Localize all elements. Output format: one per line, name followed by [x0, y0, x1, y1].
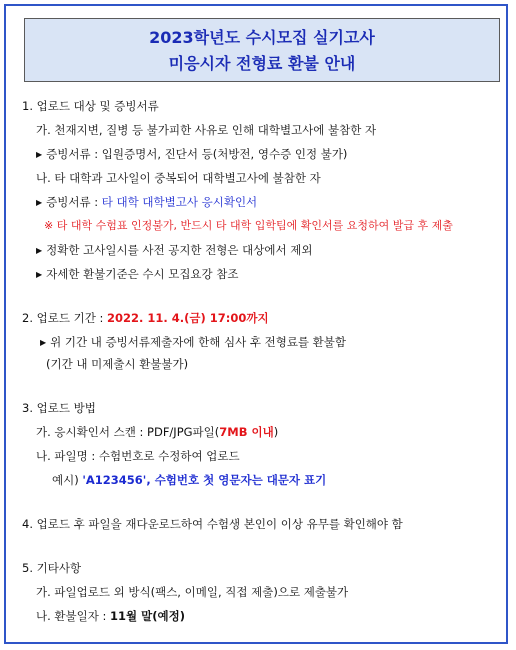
section1-bullet-1	[36, 242, 313, 260]
section4-heading: 4. 업로드 후 파일을 재다운로드하여 수험생 본인이 이상 유무를 확인해야 함	[22, 517, 403, 531]
section1-heading: 1. 업로드 대상 및 증빙서류	[22, 99, 159, 113]
bullet-2-text: 자세한 환불기준은 수시 모집요강 참조	[46, 267, 239, 281]
section1-note	[44, 218, 453, 234]
item-b-prefix: 나. 환불일자 :	[36, 609, 111, 623]
file-size-limit: 7MB 이내	[219, 425, 274, 439]
item-a-suffix: )	[273, 425, 279, 439]
section3-heading: 3. 업로드 방법	[22, 401, 96, 415]
bullet-icon: ▶	[40, 338, 47, 347]
example-value: 'A123456', 수험번호 첫 영문자는 대문자 표기	[82, 473, 327, 487]
refund-date: 11월 말(예정)	[110, 609, 186, 623]
docs-b-label: 증빙서류 :	[46, 195, 102, 209]
docs-b-value: 타 대학 대학별고사 응시확인서	[101, 195, 258, 209]
bullet-icon: ▶	[36, 246, 43, 255]
section1-bullet-2	[36, 266, 239, 284]
section5-item-b	[36, 608, 185, 624]
section1-docs-b	[36, 194, 257, 212]
item-a-prefix: 가. 응시확인서 스캔 : PDF/JPG파일(	[36, 425, 220, 439]
section1-docs-a	[36, 146, 347, 164]
section2-bullet-text: 위 기간 내 증빙서류제출자에 한해 심사 후 전형료를 환불함	[50, 335, 347, 349]
section3-item-b: 나. 파일명 : 수험번호로 수정하여 업로드	[36, 449, 240, 463]
section3-example	[52, 472, 326, 488]
bullet-icon: ▶	[36, 198, 43, 207]
upload-deadline: 2022. 11. 4.(금) 17:00까지	[107, 311, 269, 325]
bullet-icon: ▶	[36, 150, 43, 159]
docs-a-label: 증빙서류 :	[46, 147, 102, 161]
note-mark: ※	[44, 219, 57, 232]
title-box	[24, 18, 500, 82]
note-text: 타 대학 수험표 인정불가, 반드시 타 대학 입학팀에 확인서를 요청하여 발급 후 제출	[56, 219, 453, 232]
section1-item-a: 가. 천재지변, 질병 등 불가피한 사유로 인해 대학별고사에 불참한 자	[36, 123, 377, 137]
example-prefix: 예시)	[52, 473, 83, 487]
section2-paren-note: (기간 내 미제출시 환불불가)	[46, 357, 189, 371]
title-line-2: 미응시자 전형료 환불 안내	[168, 54, 356, 73]
section2-bullet-1	[40, 334, 346, 352]
bullet-1-text: 정확한 고사일시를 사전 공지한 전형은 대상에서 제외	[46, 243, 313, 257]
section5-heading: 5. 기타사항	[22, 561, 82, 575]
title-line-1: 2023학년도 수시모집 실기고사	[149, 28, 375, 47]
bullet-icon: ▶	[36, 270, 43, 279]
section5-item-a: 가. 파일업로드 외 방식(팩스, 이메일, 직접 제출)으로 제출불가	[36, 585, 349, 599]
section1-item-b: 나. 타 대학과 고사일이 중복되어 대학별고사에 불참한 자	[36, 171, 321, 185]
docs-a-value: 입원증명서, 진단서 등(처방전, 영수증 인정 불가)	[101, 147, 348, 161]
section3-item-a	[36, 424, 278, 440]
section2-heading	[22, 310, 269, 326]
section2-heading-text: 2. 업로드 기간 :	[22, 311, 108, 325]
